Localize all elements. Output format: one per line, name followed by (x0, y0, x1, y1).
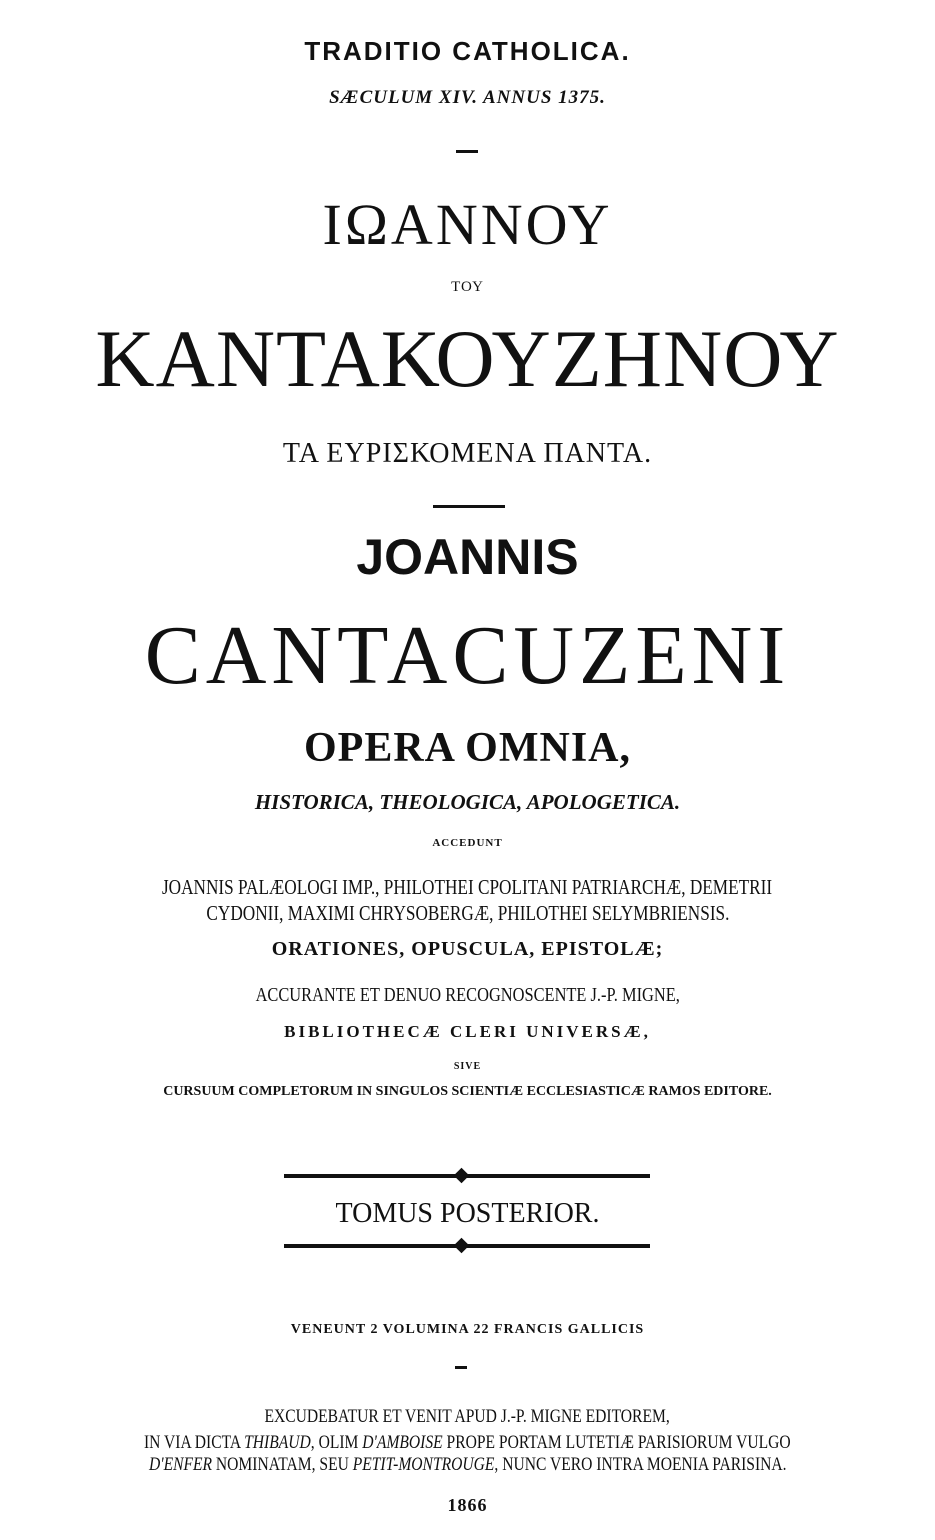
imprint-district: PETIT-MONTROUGE (352, 1454, 495, 1475)
editor-cursus: CURSUUM COMPLETORUM IN SINGULOS SCIENTIÆ ECCLESIASTICÆ RAMOS EDITORE. (163, 1084, 772, 1099)
imprint-line3 (149, 1455, 787, 1474)
greek-title-surname: ΚΑΝΤΑΚΟΥΖΗΝΟΥ (95, 313, 840, 404)
imprint-line2 (144, 1433, 791, 1452)
divider-dash-small (455, 1366, 467, 1369)
imprint-line2-a: IN VIA DICTA (144, 1432, 245, 1453)
divider-dash (456, 150, 478, 153)
editor-sive: SIVE (453, 1061, 482, 1072)
imprint-line2-c: , OLIM (310, 1432, 363, 1453)
ornament-diamond-top (454, 1168, 470, 1184)
greek-title-subtitle: ΤΑ ΕΥΡΙΣΚΟΜΕΝΑ ΠΑΝΤΑ. (282, 438, 653, 469)
latin-title-name: JOANNIS (356, 529, 579, 585)
greek-title-name: ΙΩΑΝΝΟΥ (322, 192, 613, 257)
imprint-old-street: D'AMBOISE (362, 1432, 443, 1453)
divider-rule (433, 505, 505, 508)
greek-title-article: ΤΟΥ (451, 279, 484, 295)
latin-title-works: OPERA OMNIA, (304, 725, 631, 771)
century-line: SÆCULUM XIV. ANNUS 1375. (329, 87, 606, 108)
accedunt-works: ORATIONES, OPUSCULA, EPISTOLÆ; (271, 938, 664, 960)
accedunt-authors-line2: CYDONII, MAXIMI CHRYSOBERGÆ, PHILOTHEI SELYMBRIENSIS. (205, 901, 730, 925)
imprint-line1: EXCUDEBATUR ET VENIT APUD J.-P. MIGNE EDITOREM, (264, 1406, 671, 1427)
accedunt-authors-line1: JOANNIS PALÆOLOGI IMP., PHILOTHEI CPOLITANI PATRIARCHÆ, DEMETRII (162, 875, 773, 899)
imprint-gate: D'ENFER (148, 1454, 212, 1475)
latin-title-surname: CANTACUZENI (144, 609, 791, 702)
editor-line: ACCURANTE ET DENUO RECOGNOSCENTE J.-P. MIGNE, (255, 984, 680, 1006)
imprint-line2-e: PROPE PORTAM LUTETIÆ PARISIORUM VULGO (442, 1432, 791, 1453)
series-title: TRADITIO CATHOLICA. (304, 36, 631, 66)
volume-label: TOMUS POSTERIOR. (335, 1198, 600, 1229)
ornament-diamond-bottom (454, 1238, 470, 1254)
price-line: VENEUNT 2 VOLUMINA 22 FRANCIS GALLICIS (290, 1322, 645, 1337)
imprint-year: 1866 (447, 1495, 488, 1515)
accedunt-label: ACCEDUNT (432, 837, 503, 849)
imprint-line3-b: NOMINATAM, SEU (211, 1454, 353, 1475)
latin-title-genres: HISTORICA, THEOLOGICA, APOLOGETICA. (254, 790, 681, 814)
imprint-line3-d: , NUNC VERO INTRA MOENIA PARISINA. (494, 1454, 787, 1475)
imprint-street: THIBAUD (244, 1432, 311, 1453)
editor-library: BIBLIOTHECÆ CLERI UNIVERSÆ, (284, 1022, 651, 1041)
